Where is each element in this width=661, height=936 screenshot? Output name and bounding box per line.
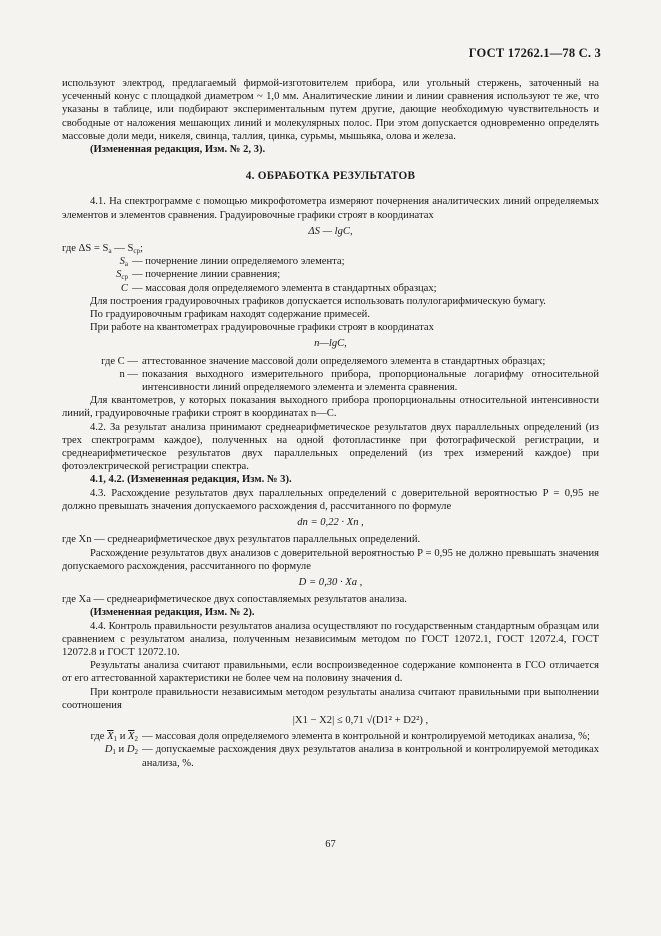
page-number: 67 (325, 839, 336, 850)
clause-4-1-quantometer: При работе на квантометрах градуировочные графики строят в координатах (90, 322, 434, 334)
formula-dn: dn = 0,22 · Xn , (297, 517, 364, 529)
revision-note-4-2: 4.1, 4.2. (Измененная редакция, Изм. № 3). (90, 474, 292, 486)
def-c-attested: где C — аттестованное значение массовой доли определяемого элемента в стандартных образцах; (101, 355, 546, 367)
formula-correctness: |X1 − X2| ≤ 0,71 √(D1² + D2²) , (292, 714, 429, 726)
def-xn: где Xn — среднеарифметическое двух результатов параллельных определений. (62, 534, 421, 546)
intro-paragraph: используют электрод, предлагаемый фирмой-изготовителем прибора, или угольный стержень, заточенный на усеченный конус с площадкой диаметром ~ 1,0 мм. Аналитические линии и линии сравнения используют те же, что указаны в таблице, или подбирают экспериментальным путем другие, дающие необходимую чувствительность и свободные от наложения мешающих линий и молекулярных полос. При этом допускается одновременно определять массовые доли меди, никеля, свинца, таллия, цинка, сурьмы, мышьяка, олова и железа. (62, 78, 599, 142)
page-content (62, 77, 599, 770)
definitions-2 (62, 355, 599, 395)
clause-4-2: 4.2. За результат анализа принимают среднеарифметическое результатов двух параллельных определений (из трех спектрограмм каждое), полученных на одной фотопластинке при фотографической регистрации, и среднеарифметическое результатов двух параллельных определений (из трех измерений каждое) при фотоэлектрической регистрации спектра. (62, 421, 599, 473)
def-n: n — показания выходного измерительного прибора, пропорциональные логарифму относительной интенсивности линий определяемого элемента и элемента сравнения. (119, 368, 599, 394)
def-x1-x2: где $\overline{X}_1$ и $\overline{X}_2$ — массовая доля определяемого элемента в контрольной и контролируемой методиках анализа, %; (90, 731, 590, 744)
section-title: 4. ОБРАБОТКА РЕЗУЛЬТАТОВ (245, 170, 416, 183)
formula-d: D = 0,30 · Xa , (298, 576, 363, 588)
formula-delta-s: ΔS — lgC, (308, 225, 353, 237)
clause-4-3: 4.3. Расхождение результатов двух параллельных определений с доверительной вероятностью P = 0,95 не должно превышать значения допускаемого расхождения d, рассчитанного по формуле (62, 487, 599, 512)
clause-4-1-linear: Для квантометров, у которых показания выходного прибора пропорциональны относительной интенсивности линий, градуировочные графики строят в координатах n—C. (62, 395, 599, 420)
formula-n-lgc: n—lgC, (314, 338, 347, 350)
definitions-1 (62, 255, 599, 295)
def-delta-s: где $\Delta S = S_a$ — $S_{ср}$; (62, 243, 143, 256)
def-sa: $S_a$ — почернение линии определяемого элемента; (119, 256, 345, 269)
clause-4-3-analyses: Расхождение результатов двух анализов с доверительной вероятностью P = 0,95 не должно превышать значения допускаемого расхождения, рассчитанного по формуле (62, 547, 599, 572)
clause-4-1: 4.1. На спектрограмме с помощью микрофотометра измеряют почернения аналитических линий определяемых элементов и элементов сравнения. Градуировочные графики строят в координатах (62, 196, 599, 221)
page-header: ГОСТ 17262.1—78 С. 3 (468, 46, 601, 60)
clause-4-4-gso: Результаты анализа считают правильными, если воспроизведенное содержание компонента в ГСО отличается от его аттестованной характеристики не более чем на половину значения d. (62, 660, 599, 685)
def-c: C — массовая доля определяемого элемента в стандартных образцах; (120, 282, 437, 294)
clause-4-4-independent: При контроле правильности независимым методом результаты анализа считают правильными при выполнении соотношения (62, 686, 599, 711)
clause-4-4: 4.4. Контроль правильности результатов анализа осуществляют по государственным стандартным образцам или сравнением с результатом анализа, полученным независимым методом по ГОСТ 12072.1, ГОСТ 12072.4, ГОСТ 12072.8 и ГОСТ 12072.10. (62, 620, 599, 658)
clause-4-1-paper: Для построения градуировочных графиков допускается использовать полулогарифмическую бумагу. (90, 295, 546, 307)
def-scp: $S_{ср}$ — почернение линии сравнения; (116, 269, 281, 282)
def-d1-d2: $D_1$ и $D_2$ — допускаемые расхождения двух результатов анализа в контрольной и контролируемой методиках анализа, %. (104, 744, 599, 769)
revision-note: (Измененная редакция, Изм. № 2, 3). (90, 144, 266, 156)
revision-note-4-3: (Измененная редакция, Изм. № 2). (90, 607, 255, 619)
clause-4-1-content: По градуировочным графикам находят содержание примесей. (90, 309, 370, 321)
definitions-3 (62, 730, 599, 770)
def-xa: где Xa — среднеарифметическое двух сопоставляемых результатов анализа. (62, 594, 407, 606)
